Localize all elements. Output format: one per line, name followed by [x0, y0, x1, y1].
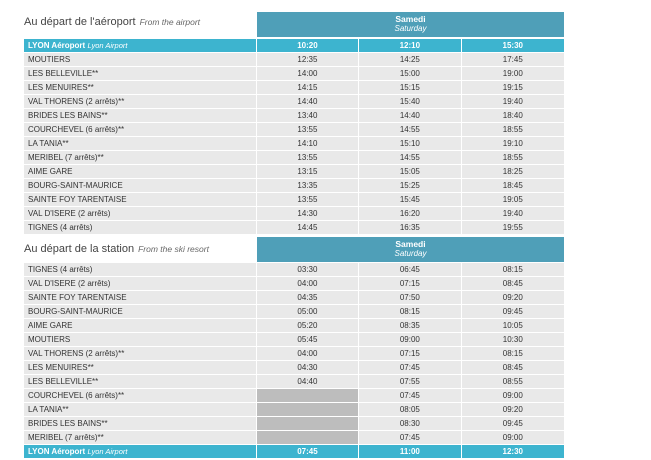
- time-cell: 18:45: [461, 179, 564, 192]
- time-cell: 14:15: [256, 81, 358, 94]
- time-cell: 09:20: [461, 403, 564, 416]
- airport-stop-list: [24, 53, 564, 235]
- time-cell: 07:15: [358, 277, 460, 290]
- stop-name: LYON Aéroport Lyon Airport: [28, 447, 128, 456]
- time-cell: 18:55: [461, 123, 564, 136]
- time-cell: 05:20: [256, 319, 358, 332]
- stop-name: VAL D'ISERE (2 arrêts): [28, 209, 111, 218]
- time-cell: 09:00: [461, 431, 564, 444]
- time-cell: [256, 403, 358, 416]
- stop-name: MOUTIERS: [28, 335, 71, 344]
- arrival-time: 12:30: [461, 445, 564, 458]
- stop-name: AIME GARE: [28, 321, 73, 330]
- station-timetable: [24, 237, 564, 459]
- stop-name: BRIDES LES BAINS**: [28, 419, 108, 428]
- stop-name: LA TANIA**: [28, 405, 69, 414]
- time-cell: 16:20: [358, 207, 460, 220]
- time-cell: 04:30: [256, 361, 358, 374]
- table-row: [24, 291, 564, 305]
- table-row: [24, 109, 564, 123]
- time-cell: 19:40: [461, 207, 564, 220]
- arrival-time: 11:00: [358, 445, 460, 458]
- table-row: [24, 417, 564, 431]
- table-row: [24, 263, 564, 277]
- stop-name: BOURG-SAINT-MAURICE: [28, 181, 123, 190]
- time-cell: 19:10: [461, 137, 564, 150]
- time-cell: 19:55: [461, 221, 564, 234]
- stop-name: LA TANIA**: [28, 139, 69, 148]
- stop-name: MERIBEL (7 arrêts)**: [28, 153, 104, 162]
- time-cell: 05:00: [256, 305, 358, 318]
- time-cell: 09:45: [461, 305, 564, 318]
- stop-name: LES MENUIRES**: [28, 363, 94, 372]
- time-cell: 14:45: [256, 221, 358, 234]
- table-row: [24, 305, 564, 319]
- time-cell: 14:30: [256, 207, 358, 220]
- table-row: [24, 207, 564, 221]
- table-row: [24, 333, 564, 347]
- table-row: [24, 81, 564, 95]
- time-cell: 14:40: [358, 109, 460, 122]
- day-label-en: Saturday: [394, 249, 427, 258]
- time-cell: 13:55: [256, 151, 358, 164]
- table-row: [24, 123, 564, 137]
- time-cell: 07:45: [358, 389, 460, 402]
- time-cell: 14:25: [358, 53, 460, 66]
- time-cell: 08:45: [461, 277, 564, 290]
- time-cell: 08:45: [461, 361, 564, 374]
- departure-time: 15:30: [461, 39, 564, 52]
- day-label-en: Saturday: [394, 24, 427, 33]
- time-cell: 15:05: [358, 165, 460, 178]
- table-row: [24, 179, 564, 193]
- section-title-fr: Au départ de la station: [24, 243, 135, 255]
- time-cell: 13:55: [256, 123, 358, 136]
- time-cell: [256, 417, 358, 430]
- origin-row: [24, 39, 564, 53]
- table-row: [24, 347, 564, 361]
- time-cell: 08:15: [461, 263, 564, 276]
- time-cell: 19:15: [461, 81, 564, 94]
- time-cell: 13:15: [256, 165, 358, 178]
- stop-name: LYON Aéroport Lyon Airport: [28, 41, 128, 50]
- time-cell: 08:35: [358, 319, 460, 332]
- time-cell: 17:45: [461, 53, 564, 66]
- stop-name: COURCHEVEL (6 arrêts)**: [28, 125, 125, 134]
- time-cell: 04:00: [256, 347, 358, 360]
- day-label: Samedi: [395, 14, 426, 24]
- time-cell: 03:30: [256, 263, 358, 276]
- table-row: [24, 221, 564, 235]
- time-cell: 10:05: [461, 319, 564, 332]
- table-row: [24, 165, 564, 179]
- stop-name: TIGNES (4 arrêts): [28, 265, 93, 274]
- time-cell: 14:00: [256, 67, 358, 80]
- arrival-time: 07:45: [256, 445, 358, 458]
- stop-name: MOUTIERS: [28, 55, 71, 64]
- time-cell: [256, 389, 358, 402]
- time-cell: 07:15: [358, 347, 460, 360]
- departure-time: 12:10: [358, 39, 460, 52]
- table-row: [24, 53, 564, 67]
- time-cell: 13:35: [256, 179, 358, 192]
- time-cell: 04:40: [256, 375, 358, 388]
- time-cell: 04:00: [256, 277, 358, 290]
- section-title: [24, 16, 200, 28]
- time-cell: 16:35: [358, 221, 460, 234]
- day-header: [257, 12, 564, 37]
- airport-timetable: [24, 12, 564, 235]
- time-cell: 08:15: [461, 347, 564, 360]
- time-cell: 14:40: [256, 95, 358, 108]
- day-header: [257, 237, 564, 262]
- table-row: [24, 319, 564, 333]
- stop-name: SAINTE FOY TARENTAISE: [28, 195, 127, 204]
- time-cell: 19:00: [461, 67, 564, 80]
- time-cell: 14:55: [358, 123, 460, 136]
- time-cell: 15:15: [358, 81, 460, 94]
- time-cell: 13:40: [256, 109, 358, 122]
- section-title-fr: Au départ de l'aéroport: [24, 16, 136, 28]
- time-cell: 15:40: [358, 95, 460, 108]
- time-cell: 08:05: [358, 403, 460, 416]
- time-cell: 19:40: [461, 95, 564, 108]
- table-row: [24, 137, 564, 151]
- table-row: [24, 389, 564, 403]
- time-cell: 08:30: [358, 417, 460, 430]
- destination-row: [24, 445, 564, 459]
- station-timetable-header: [24, 237, 564, 262]
- time-cell: 12:35: [256, 53, 358, 66]
- time-cell: 09:00: [358, 333, 460, 346]
- time-cell: 09:00: [461, 389, 564, 402]
- time-cell: 18:40: [461, 109, 564, 122]
- stop-name: AIME GARE: [28, 167, 73, 176]
- time-cell: 08:15: [358, 305, 460, 318]
- stop-name: COURCHEVEL (6 arrêts)**: [28, 391, 125, 400]
- time-cell: 19:05: [461, 193, 564, 206]
- departure-time: 10:20: [256, 39, 358, 52]
- time-cell: 07:55: [358, 375, 460, 388]
- section-title: [24, 243, 209, 255]
- time-cell: 07:45: [358, 361, 460, 374]
- stop-name: VAL D'ISERE (2 arrêts): [28, 279, 111, 288]
- time-cell: 15:10: [358, 137, 460, 150]
- time-cell: 09:20: [461, 291, 564, 304]
- time-cell: 15:45: [358, 193, 460, 206]
- station-stop-list: [24, 263, 564, 445]
- stop-name: VAL THORENS (2 arrêts)**: [28, 349, 125, 358]
- table-row: [24, 277, 564, 291]
- stop-name: BRIDES LES BAINS**: [28, 111, 108, 120]
- table-row: [24, 95, 564, 109]
- time-cell: 06:45: [358, 263, 460, 276]
- time-cell: 08:55: [461, 375, 564, 388]
- time-cell: 15:00: [358, 67, 460, 80]
- time-cell: 14:55: [358, 151, 460, 164]
- time-cell: 07:45: [358, 431, 460, 444]
- stop-name: LES MENUIRES**: [28, 83, 94, 92]
- stop-name: TIGNES (4 arrêts): [28, 223, 93, 232]
- time-cell: 15:25: [358, 179, 460, 192]
- time-cell: 18:25: [461, 165, 564, 178]
- table-row: [24, 67, 564, 81]
- stop-name: VAL THORENS (2 arrêts)**: [28, 97, 125, 106]
- table-row: [24, 431, 564, 445]
- time-cell: [256, 431, 358, 444]
- stop-name: LES BELLEVILLE**: [28, 69, 99, 78]
- stop-name: MERIBEL (7 arrêts)**: [28, 433, 104, 442]
- time-cell: 04:35: [256, 291, 358, 304]
- section-title-en: From the airport: [139, 17, 201, 27]
- section-title-en: From the ski resort: [138, 244, 209, 254]
- time-cell: 13:55: [256, 193, 358, 206]
- time-cell: 09:45: [461, 417, 564, 430]
- table-row: [24, 375, 564, 389]
- time-cell: 14:10: [256, 137, 358, 150]
- airport-timetable-header: [24, 12, 564, 37]
- table-row: [24, 193, 564, 207]
- table-row: [24, 403, 564, 417]
- stop-name: BOURG-SAINT-MAURICE: [28, 307, 123, 316]
- time-cell: 07:50: [358, 291, 460, 304]
- table-row: [24, 361, 564, 375]
- time-cell: 10:30: [461, 333, 564, 346]
- stop-name: SAINTE FOY TARENTAISE: [28, 293, 127, 302]
- table-row: [24, 151, 564, 165]
- time-cell: 05:45: [256, 333, 358, 346]
- stop-name: LES BELLEVILLE**: [28, 377, 99, 386]
- time-cell: 18:55: [461, 151, 564, 164]
- day-label: Samedi: [395, 239, 426, 249]
